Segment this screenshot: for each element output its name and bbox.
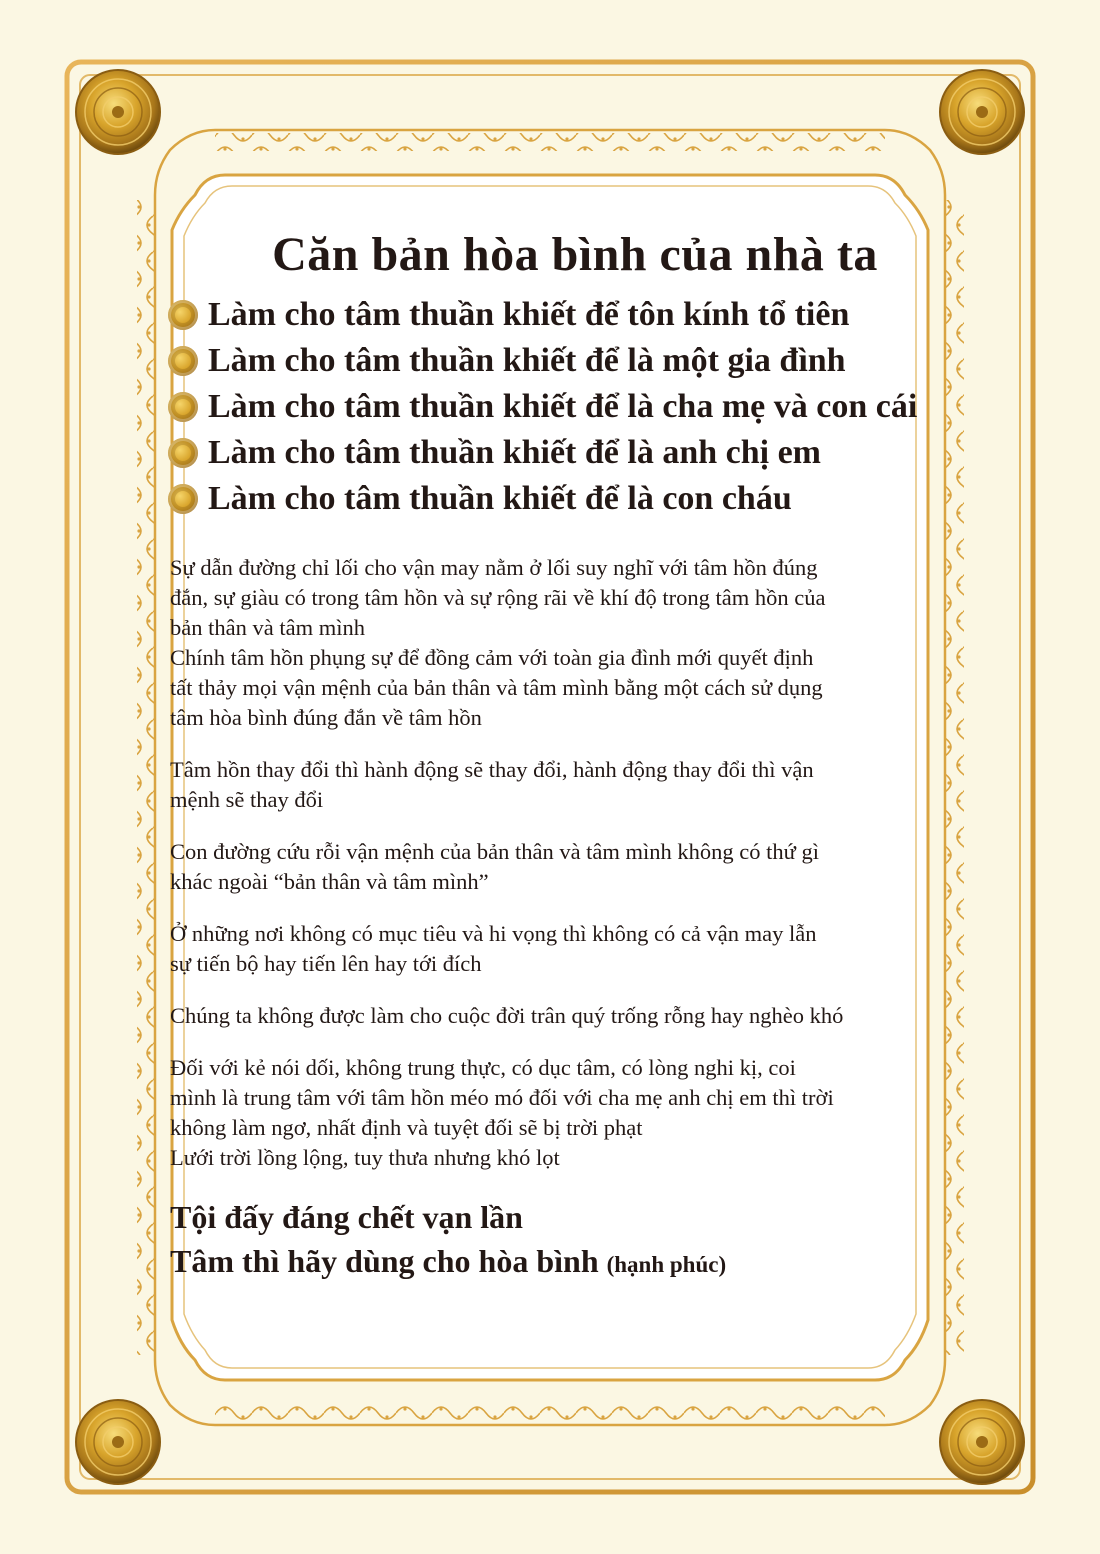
paragraph-line: bản thân và tâm mình: [170, 615, 365, 640]
closing-line-1: Tội đấy đáng chết vạn lần: [170, 1199, 523, 1235]
gold-coin-bullet-icon: [168, 484, 198, 514]
list-item-text: Làm cho tâm thuần khiết để là một gia đình: [208, 342, 846, 379]
gold-coin-bullet-icon: [168, 346, 198, 376]
closing-statement: [160, 1195, 950, 1287]
principles-list: [160, 297, 950, 517]
paragraph-line: tâm hòa bình đúng đắn về tâm hồn: [170, 705, 482, 730]
paragraph-line: Tâm hồn thay đổi thì hành động sẽ thay đổi, hành động thay đổi thì vận: [170, 757, 814, 782]
paragraph: [170, 755, 950, 815]
paragraph-line: không làm ngơ, nhất định và tuyệt đối sẽ bị trời phạt: [170, 1115, 643, 1140]
corner-medallion-top-left-icon: [76, 70, 160, 154]
paragraph-line: khác ngoài “bản thân và tâm mình”: [170, 869, 489, 894]
paragraph-line: sự tiến bộ hay tiến lên hay tới đích: [170, 951, 482, 976]
paragraph-line: Con đường cứu rỗi vận mệnh của bản thân và tâm mình không có thứ gì: [170, 839, 819, 864]
paragraph-line: Chúng ta không được làm cho cuộc đời trân quý trống rỗng hay nghèo khó: [170, 1003, 844, 1028]
list-item-text: Làm cho tâm thuần khiết để là con cháu: [208, 480, 792, 517]
paragraph: [170, 919, 950, 979]
paragraph-line: Đối với kẻ nói dối, không trung thực, có dục tâm, có lòng nghi kị, coi: [170, 1055, 796, 1080]
list-item-text: Làm cho tâm thuần khiết để là cha mẹ và con cái: [208, 388, 918, 425]
list-item-text: Làm cho tâm thuần khiết để là anh chị em: [208, 434, 821, 471]
paragraph-line: Lưới trời lồng lộng, tuy thưa nhưng khó lọt: [170, 1145, 560, 1170]
paragraph-line: đắn, sự giàu có trong tâm hồn và sự rộng rãi về khí độ trong tâm hồn của: [170, 585, 826, 610]
gold-coin-bullet-icon: [168, 392, 198, 422]
paragraph: [170, 1053, 950, 1173]
list-item: [160, 481, 950, 517]
paragraph: [170, 553, 950, 733]
corner-medallion-bottom-left-icon: [76, 1400, 160, 1484]
list-item: [160, 435, 950, 471]
closing-line-2: [170, 1239, 950, 1287]
page-title: Căn bản hòa bình của nhà ta: [272, 228, 878, 281]
closing-line-2-text: Tâm thì hãy dùng cho hòa bình: [170, 1243, 599, 1279]
gold-coin-bullet-icon: [168, 300, 198, 330]
body-text: [160, 553, 950, 1173]
list-item-text: Làm cho tâm thuần khiết để tôn kính tổ tiên: [208, 296, 850, 333]
paragraph: [170, 1001, 950, 1031]
list-item: [160, 389, 950, 425]
paragraph-line: mình là trung tâm với tâm hồn méo mó đối với cha mẹ anh chị em thì trời: [170, 1085, 834, 1110]
corner-medallion-top-right-icon: [940, 70, 1024, 154]
list-item: [160, 297, 950, 333]
paragraph: [170, 837, 950, 897]
paragraph-line: Sự dẫn đường chỉ lối cho vận may nằm ở lối suy nghĩ với tâm hồn đúng: [170, 555, 818, 580]
document-content: [160, 225, 950, 1287]
paragraph-line: Ở những nơi không có mục tiêu và hi vọng thì không có cả vận may lẫn: [170, 921, 817, 946]
list-item: [160, 343, 950, 379]
closing-line-2-note: (hạnh phúc): [606, 1252, 727, 1277]
paragraph-line: Chính tâm hồn phụng sự để đồng cảm với toàn gia đình mới quyết định: [170, 645, 814, 670]
corner-medallion-bottom-right-icon: [940, 1400, 1024, 1484]
gold-coin-bullet-icon: [168, 438, 198, 468]
paragraph-line: mệnh sẽ thay đổi: [170, 787, 324, 812]
paragraph-line: tất thảy mọi vận mệnh của bản thân và tâm mình bằng một cách sử dụng: [170, 675, 823, 700]
